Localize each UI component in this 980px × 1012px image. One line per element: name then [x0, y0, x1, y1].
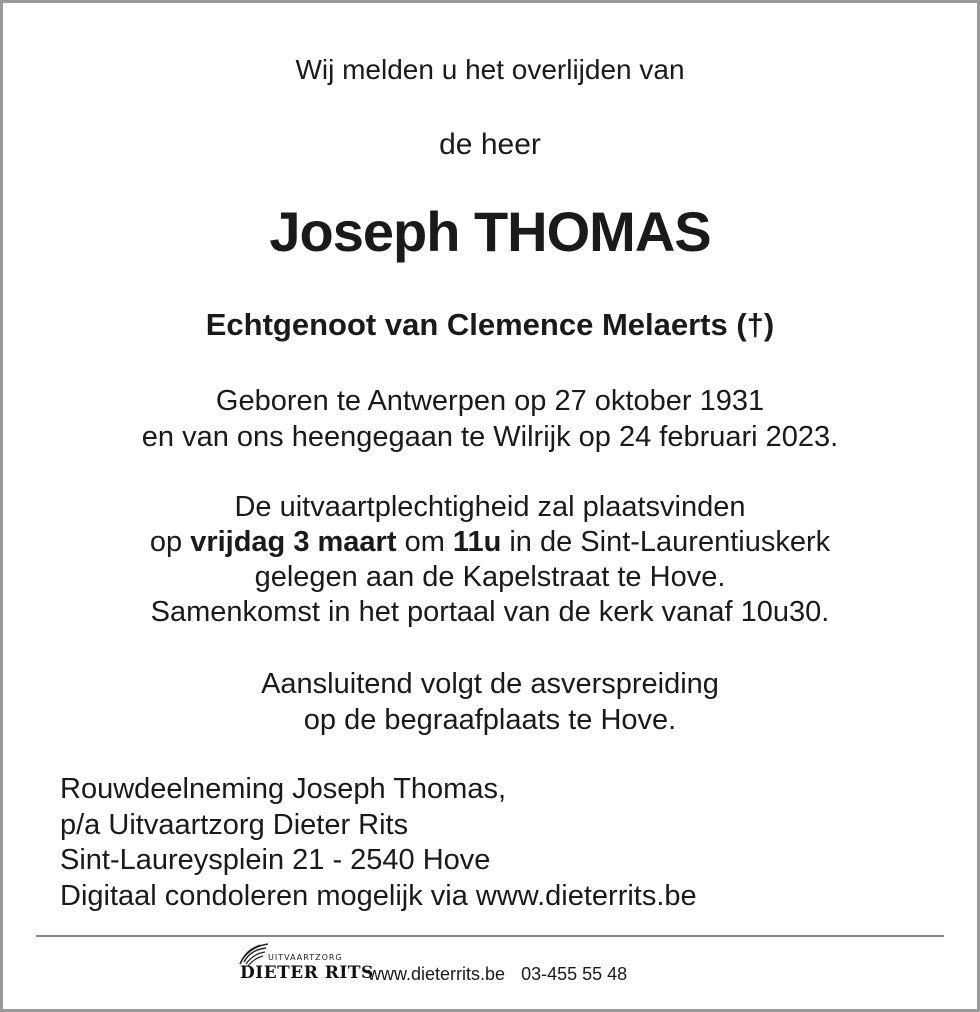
ceremony-line-1: De uitvaartplechtigheid zal plaatsvinden [234, 491, 746, 523]
footer-phone: 03-455 55 48 [521, 964, 628, 984]
ceremony-text-b: om [396, 526, 453, 558]
logo-subtitle: UITVAARTZORG [268, 953, 343, 962]
condolence-address [60, 772, 697, 914]
address-line-1: Rouwdeelneming Joseph Thomas, [60, 773, 507, 805]
ceremony-time: 11u [452, 526, 502, 558]
ceremony-day: vrijdag 3 maart [190, 526, 397, 558]
footer-divider [36, 935, 944, 937]
birth-line: Geboren te Antwerpen op 27 oktober 1931 [215, 385, 765, 417]
ceremony-text-c: in de Sint-Laurentiuskerk [501, 526, 831, 558]
ceremony-line-4: Samenkomst in het portaal van de kerk vanaf 10u30. [150, 596, 830, 628]
spouse-line: Echtgenoot van Clemence Melaerts (†) [205, 307, 775, 342]
death-line: en van ons heengegaan te Wilrijk op 24 februari 2023. [141, 421, 839, 453]
address-line-2: p/a Uitvaartzorg Dieter Rits [60, 808, 409, 841]
intro-line: Wij melden u het overlijden van [295, 54, 685, 85]
funeral-home-logo [232, 942, 374, 992]
ceremony-line-3: gelegen aan de Kapelstraat te Hove. [254, 561, 726, 593]
address-line-3: Sint-Laureysplein 21 - 2540 Hove [60, 844, 491, 876]
address-line-4: Digitaal condoleren mogelijk via www.dieterrits.be [60, 879, 697, 912]
scattering-line-2: op de begraafplaats te Hove. [303, 704, 677, 736]
honorific: de heer [439, 128, 541, 161]
ceremony-line-2 [0, 525, 980, 560]
logo-name: DIETER RITS [240, 963, 374, 983]
deceased-name: Joseph THOMAS [269, 200, 711, 263]
footer-contact [368, 962, 627, 986]
ceremony-text-a: op [149, 526, 191, 558]
scattering-line-1: Aansluitend volgt de asverspreiding [261, 668, 719, 700]
life-dates [0, 383, 980, 455]
scattering-details [0, 666, 980, 738]
ceremony-details [0, 490, 980, 630]
footer-website[interactable]: www.dieterrits.be [368, 964, 506, 984]
